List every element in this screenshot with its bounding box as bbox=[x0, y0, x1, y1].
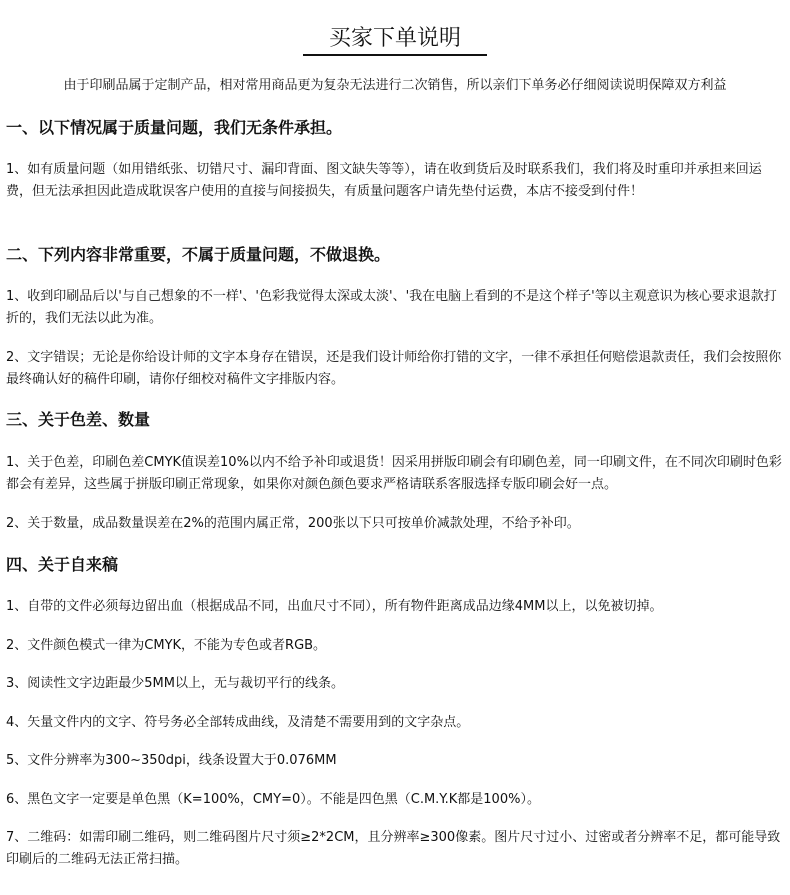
section-2-item-1: 1、收到印刷品后以'与自己想象的不一样'、'色彩我觉得太深或太淡'、'我在电脑上看到的不是这个样子'等以主观意识为核心要求退款打折的，我们无法以此为准。 bbox=[6, 289, 777, 326]
section-3-heading: 三、关于色差、数量 bbox=[6, 410, 151, 429]
section-4-item-1: 1、自带的文件必须每边留出血（根据成品不同，出血尺寸不同），所有物件距离成品边缘4MM以上，以免被切掉。 bbox=[6, 599, 663, 614]
section-4-item-3: 3、阅读性文字边距最少5MM以上，无与裁切平行的线条。 bbox=[6, 676, 344, 691]
section-4-item-7: 7、二维码：如需印刷二维码，则二维码图片尺寸须≥2*2CM，且分辨率≥300像素。图片尺寸过小、过密或者分辨率不足，都可能导致印刷后的二维码无法正常扫描。 bbox=[6, 830, 781, 867]
page-title bbox=[0, 24, 790, 56]
page-title-text: 买家下单说明 bbox=[303, 24, 487, 56]
section-3-item-1: 1、关于色差，印刷色差CMYK值误差10%以内不给予补印或退货！因采用拼版印刷会有印刷色差，同一印刷文件，在不同次印刷时色彩都会有差异，这些属于拼版印刷正常现象，如果你对颜色颜色要求严格请联系客服选择专版印刷会好一点。 bbox=[6, 455, 782, 492]
section-4-item-6: 6、黑色文字一定要是单色黑（K=100%，CMY=0）。不能是四色黑（C.M.Y.K都是100%）。 bbox=[6, 792, 540, 807]
section-4-item-4: 4、矢量文件内的文字、符号务必全部转成曲线，及清楚不需要用到的文字杂点。 bbox=[6, 715, 470, 730]
section-2-heading: 二、下列内容非常重要，不属于质量问题，不做退换。 bbox=[6, 245, 391, 264]
section-4-item-2: 2、文件颜色模式一律为CMYK，不能为专色或者RGB。 bbox=[6, 638, 327, 653]
intro-text: 由于印刷品属于定制产品，相对常用商品更为复杂无法进行二次销售，所以亲们下单务必仔细阅读说明保障双方利益 bbox=[63, 78, 727, 93]
section-1-item-1: 1、如有质量问题（如用错纸张、切错尺寸、漏印背面、图文缺失等等），请在收到货后及时联系我们，我们将及时重印并承担来回运费，但无法承担因此造成耽误客户使用的直接与间接损失，有质量问题客户请先垫付运费，本店不接受到付件！ bbox=[6, 162, 762, 199]
section-1-heading: 一、以下情况属于质量问题，我们无条件承担。 bbox=[6, 118, 343, 137]
section-4-heading: 四、关于自来稿 bbox=[6, 555, 119, 574]
section-2-item-2: 2、文字错误；无论是你给设计师的文字本身存在错误，还是我们设计师给你打错的文字，一律不承担任何赔偿退款责任，我们会按照你最终确认好的稿件印刷，请你仔细校对稿件文字排版内容。 bbox=[6, 350, 782, 387]
section-3-item-2: 2、关于数量，成品数量误差在2%的范围内属正常，200张以下只可按单价减款处理，不给予补印。 bbox=[6, 516, 580, 531]
section-4-item-5: 5、文件分辨率为300~350dpi，线条设置大于0.076MM bbox=[6, 753, 337, 768]
